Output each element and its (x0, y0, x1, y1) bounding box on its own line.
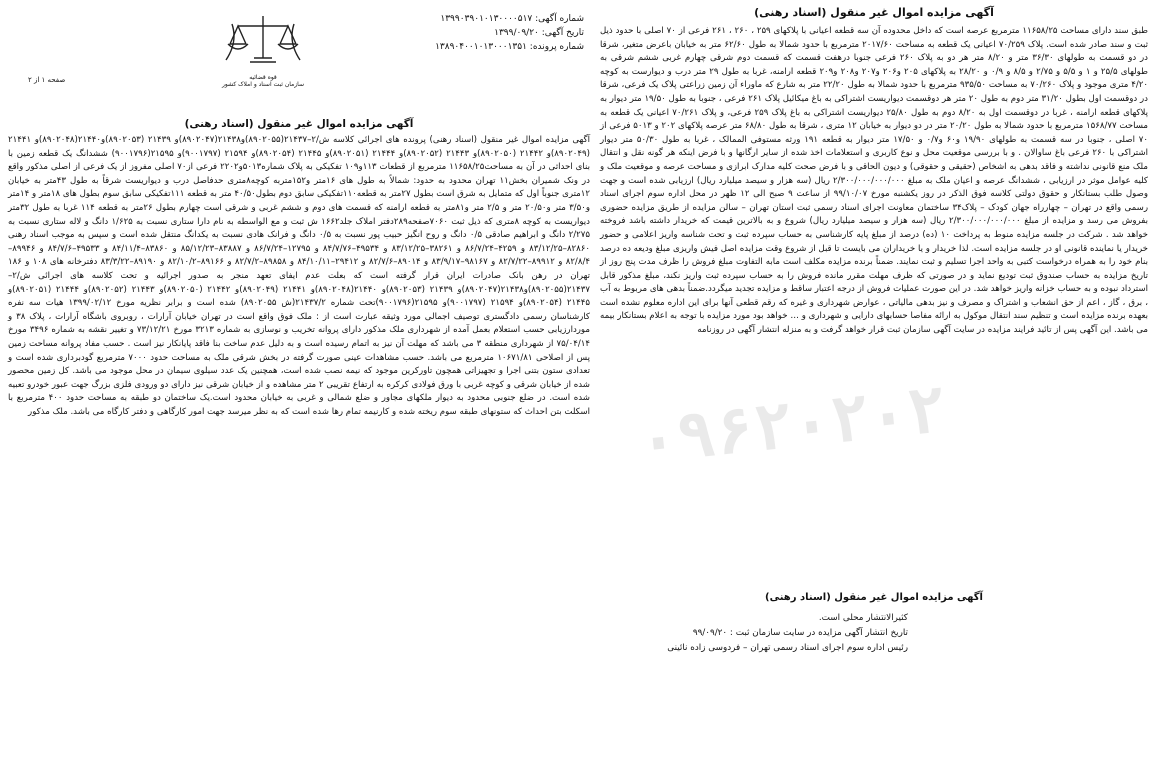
left-notice-title: آگهی مزایده اموال غیر منقول (اسناد رهنی) (184, 118, 414, 130)
notice-header (8, 6, 590, 118)
notice-meta (435, 12, 584, 54)
right-notice-column (600, 6, 1148, 338)
ad-date: تاریخ آگهی: ۱۳۹۹/۰۹/۲۰ (494, 28, 584, 38)
judiciary-logo (218, 12, 308, 92)
footer-title: آگهی مزایده اموال غیر منقول (اسناد رهنی) (765, 592, 983, 603)
scales-emblem-icon (218, 12, 308, 70)
background-watermark: ۰۹۶۲۰۲۰۲ (635, 373, 950, 480)
logo-line-organization: سازمان ثبت اسناد و املاک کشور (221, 81, 305, 88)
footer-line-publication: کثیرالانتشار محلی است. (818, 613, 908, 623)
page-number: صفحه ۱ از ۲ (28, 76, 66, 84)
footer-line-date: تاریخ انتشار آگهی مزایده در سایت سازمان ثبت : ۹۹/۰۹/۲۰ (692, 628, 908, 638)
footer-lines (600, 611, 1148, 656)
left-notice-column (8, 6, 590, 419)
footer-block (600, 590, 1148, 656)
file-number: شماره پرونده: ۱۳۸۹۰۴۰۰۱۰۱۳۰۰۰۱۳۵۱ (435, 42, 584, 52)
right-notice-body: طبق سند دارای مساحت ۱۱۶۵۸/۲۵ مترمربع عرصه است که داخل محدوده آن سه قطعه اعیانی با پلاکهای ۲۵۹ ، ۲۶۰ ، ۲۶۱ فرعی از ۷۰ اصلی با حدود ذیل ثبت و سند صادر شده است. پلاک ۷۰/۲۵۹ اعیانی یک قطعه به مساحت ۲۰۱۷/۶۰ مترمربع با حدود شمالا به طول ۶۲/۶۰ متر به خیابان باعرض متغیر، شرقا در دو قسمت به طولهای ۳۶/۳۰ متر و ۸/۲۰ متر هر دو به پلاک ۲۶۰ فرعی جنوبا درهفت قسمت که قسمت دوم شرقی چهارم غربی ششم شرقی به طولهای ۲۵/۵ و ۱ و ۵/۵ و ۲/۷۵ و ۸/۵ و ۰/۹ و ۲۸/۲۰ به پلاکهای ۲۰۵ و۲۰۶ و۲۰۷ و۲۰۸ و۲۰۹ قطعه ارامنه، غربا به طول ۲۹ متر درب و دیوارست به کوچه ۴/۲۰ متری موجود و پلاک ۷۰/۲۶۰ به مساحت ۹۳۵/۵۰ مترمربع با حدود شمالا به طول ۲۲/۲۰ متر به شارع که ماوراء آن زمین زراعتی پلاک یک فرعی، شرقا در دوقسمت اول بطول ۳۱/۲۰ متر دوم به طول ۲۰ متر هر دوقسمت دیواریست اشتراکی به باغ میکائیل پلاک ۲۶۱ فرعی ، جنوبا به طول ۱۹/۵۰ متر دیوار به پلاکهای قطعه ارامنه ، غربا در دوقسمت اول به ۸/۲۰ دوم به طول ۲۵/۸۰ دیواریست اشتراکی به باغ پلاک ۲۵۹ فرعی، و پلاک ۷۰/۲۶۱ اعیانی یک قطعه به مساحت ۱۵۶۸/۷۷ مترمربع با حدود شمالا به طول ۲۰/۲۰ متر در دو دیوار به خیابان ۱۲ متری ، شرقا به طول ۶۸/۸۰ متر عرصه پلاکهای ۲۰۲ و ۵۰۱۳ فرعی از ۷۰ اصلی ، جنوبا در سه قسمت به طولهای ۱۹/۹۰ و۶۰ و۰/۷ و ۱۷/۵۰ متر دیوار به قطعه ۱۹۱ ورثه مستوفی الممالک ، غربا به طول ۵۰/۳۰ متر دیوار اشتراکی با ۲۶۰ فرعی باغ ساوالان . و با بررسی موقعیت محل و نوع کاربری و استعلامات اخذ شده از سایر ارگانها و با فرض اینکه هر گونه نقل و انتقال ملک منع قانونی نداشته و فاقد بدهی به اشخاص (حقیقی و حقوقی) و دیون الحاقی و با فرض صحت کلیه مدارک ابرازی و مساحت عرصه و موقعیت ملک و کلیه عوامل موثر در ارزیابی ، ششدانگ عرصه و اعیان ملک به مبلغ ۲/۳۰۰/۰۰۰/۰۰۰/۰۰۰ ریال (سه هزار و سیصد میلیارد ریال) ارزیابی شده است و جهت وصول طلب بستانکار و حقوق دولتی کلاسه فوق الذکر در روز یکشنبه مورخ ۹۹/۱۰/۰۷ از ساعت ۹ صبح الی ۱۲ ظهر در محل اداره سوم اجرای اسناد رسمی واقع در تهران – چهارراه جهان کودک – پلاک۳۴ ساختمان معاونت اجرای اسناد رسمی ثبت استان تهران – سالن مزایده از طریق مزایده حضوری بفروش می رسد و مزایده از مبلغ ۲/۳۰۰/۰۰۰/۰۰۰/۰۰۰ ریال (سه هزار و سیصد میلیارد ریال) شروع و به بالاترین قیمت که خریدار داشته باشد فروخته خواهد شد . شرکت در جلسه مزایده منوط به پرداخت ۱۰ (ده) درصد از مبلغ پایه کارشناسی به حساب سپرده ثبت و تحت شناسه واریز اعلامی و حضور خریدار یا نماینده قانونی او در جلسه مزایده است. لذا خریدار و یا خریداران می بایست تا قبل از شروع وقت مزایده اصل فیش واریزی مبلغ ودیعه ده درصد بنام خود را به همراه درخواست کتبی به واحد اجرا تسلیم و ثبت نمایند. ضمناً برنده مزایده مکلف است مابه التفاوت مبلغ فروش را ظرف مدت پنج روز از تاریخ مزایده به حساب صندوق ثبت تودیع نماید و در صورتی که ظرف مهلت مقرر مانده فروش را به حساب سپرده ثبت واریز نکند، مبلغ مذکور قابل استرداد نبوده و به حساب خزانه واریز خواهد شد. در این صورت عملیات فروش از درجه اعتبار ساقط و مزایده تجدید میگردد.ضمناً بدهی های مربوط به آب ، برق ، گاز ، اعم از حق انشعاب و اشتراک و مصرف و نیز بدهی مالیاتی ، عوارض شهرداری و غیره که رقم قطعی آنها برای این اداره معلوم نشده است بعهده برنده مزایده است و تنظیم سند انتقال موکول به ارائه مفاصا حسابهای دارایی و شهرداری و … خواهد بود مورد مزایده با توجه به اعلام بستانکار بیمه می باشد. این آگهی پس از تائید فرایند مزایده در سایت آگهی سازمان ثبت قرار خواهد گرفت و به منزله انتشار آگهی در روزنامه (600, 26, 1149, 336)
logo-line-judiciary: قوه قضائیه (249, 74, 277, 81)
right-notice-title: آگهی مزایده اموال غیر منقول (اسناد رهنی) (754, 6, 994, 19)
ad-number: شماره آگهی: ۱۳۹۹۰۳۹۰۱۰۱۳۰۰۰۰۵۱۷ (440, 14, 584, 24)
footer-line-signature: رئیس اداره سوم اجرای اسناد رسمی تهران – فردوسی زاده نائینی (667, 643, 908, 653)
left-notice-body: آگهی مزایده اموال غیر منقول (اسناد رهنی) پرونده های اجرائی کلاسه ش/۲–۲۱۴۳۷(۸۹۰۲۰۵۵)و۲۱۴۳۸(۸۹۰۲۰۴۷)و ۲۱۴۳۹ (۸۹۰۲۰۵۳)و۲۱۴۴۰(۸۹۰۲۰۴۸)و ۲۱۴۴۱ (۸۹۰۲۰۴۹)و ۲۱۴۴۲ (۸۹۰۲۰۵۰)و ۲۱۴۴۳ (۸۹۰۲۰۵۲)و ۲۱۴۴۴ (۸۹۰۲۰۵۱)و ۲۱۴۴۵ (۸۹۰۲۰۵۴)و ۲۱۵۹۴ (۹۰۰۱۷۹۷)و ۲۱۵۹۵(۹۰۰۱۷۹۶) ششدانگ یک قطعه زمین با بنای احداثی در آن به مساحت۱۱۶۵۸/۲۵ مترمربع از قطعات ۱۱۳و۱۰۹ تفکیکی به پلاک شماره۵۰۱۳و۲۲۰۲ فرعی از۷۰ اصلی مفروز از یک فرعی از اصلی مذکور واقع در ونک شمیران بخش۱۱ تهران محدود به حدود: شمالاً به طول های ۱۶متر و۱۵۲متربه کوچه۸متری حدفاصل درب و دیواریست شرقاً به طول ۴۳متر به خیابان ۱۲متری جنوباً اول که متمایل به شرق است بطول ۲۷متر به قطعه۱۱۰تفکیکی سابق دوم بطول۴۰/۵۰ متر به قطعه ۱۱۱تفکیکی سابق سوم بطول های ۱۸متر و ۱۴متر و۳/۵۰ متر و۲۰/۵۰ متر و ۲/۵ متر و۸۱متر به قطعه ارامنه که قسمت های دوم و ششم غربی و شرقی است چهارم بطول ۲۶متر به قطعه ۱۱۴ غربا به طول ۳۲متر دیواریست به کوچه ۸متری که ذیل ثبت ۷۰۶۰صفحه۲۸۹دفتر املاک جلد۱۶۶۲ ش ثبت و مع الواسطه به نام دارا ستاری نسبت به ۱/۶۲۵ دانگ و لاله ستاری نسبت به ۲/۲۷۵ دانگ و ابراهیم صادقی ۰/۵ دانگ و روح انگیز حبیب پور نسبت به ۰/۵ دانگ و فرانک هادی نسبت به یکدانگ منتقل شده است و سپس به موجب اسناد رهنی ۸۲۸۶۰–۸۳/۱۲/۲۵ و ۴۲۵۹–۸۶/۷/۲۴ و ۳۸۲۶۱–۸۳/۱۲/۲۵ و ۴۹۵۳۴–۸۴/۷/۷۶ و ۱۲۷۹۵–۸۶/۷/۲۴ و ۸۳۸۸۷–۸۵/۱۲/۲۳ و ۸۳۸۶۰–۸۴/۱۱/۴ و ۴۹۵۳۳–۸۴/۷/۶ و ۸۹۹۴۶–۸۲/۸/۴ و ۸۹۹۱۲–۸۲/۷/۲۲ و ۹۸۱۶۷–۸۳/۹/۱۷ و ۸۹۰۱۴–۸۲/۷/۶ و ۲۹۴۱۲–۸۴/۱۰/۱۱ و ۸۹۸۵۸–۸۲/۷/۲ و ۸۹۱۶۶–۸۲/۱۰/۲ و ۸۹۱۹۰–۸۳/۳/۲۲ دفترخانه های ۱۰۸ و ۱۸۶ تهران در رهن بانک صادرات ایران قرار گرفته است که بعلت عدم ایفای تعهد منجر به صدور اجرائیه و تحت کلاسه های اجرائی ش/۲–۲۱۴۳۷(۸۹۰۲۰۵۵)و۲۱۴۳۸(۸۹۰۲۰۴۷)و ۲۱۴۳۹ (۸۹۰۲۰۵۳)و ۲۱۴۴۰(۸۹۰۲۰۴۸)و ۲۱۴۴۱ (۸۹۰۲۰۴۹)و ۲۱۴۴۲ (۸۹۰۲۰۵۰)و ۲۱۴۴۳ (۸۹۰۲۰۵۲)و ۲۱۴۴۴ (۸۹۰۲۰۵۱)و ۲۱۴۴۵ (۸۹۰۲۰۵۴)و ۲۱۵۹۴ (۹۰۰۱۷۹۷)و ۲۱۵۹۵(۹۰۰۱۷۹۶)تحت شماره ۲۱۴۳۷/۲(ش ۸۹۰۲۰۵۵) شده است و برابر نظریه مورخ ۱۳۹۹/۰۲/۱۲ هیات سه نفره کارشناسان رسمی دادگستری توصیف اجمالی مورد وثیقه عبارت است از : ملک فوق واقع است در تهران خیابان آرارات ، روبروی باشگاه آرارات ، پلاک ۳۸ و موردارزیابی حسب استعلام بعمل آمده از شهرداری ملک مذکور دارای پروانه تخریب و نوسازی به شماره ۳۲۱۳ مورخ ۷۳/۱۲/۲۱ و تغییر نقشه به شماره ۳۴۹۶ مورخ ۷۵/۰۴/۱۴ از شهرداری منطقه ۳ می باشد که مهلت آن نیز به اتمام رسیده است و به دلیل عدم ساخت بنا فاقد پایانکار نیز است . حسب مفاد پروانه مساحت زمین پس از اصلاحی ۱۰۶۷۱/۸۱ مترمربع می باشد. حسب مشاهدات عینی صورت گرفته در بخش شرقی ملک به مساحت حدود ۷۰۰۰ مترمربع گودبرداری شده است و تعدادی ستون بتنی اجرا و تجهیزاتی همچون تاورکرین موجود که نیمه نصب شده است، همچنین یک عدد سیلوی سیمان در محل موجود می باشد. کل زمین محصور شده از خیابان شرقی و کوچه غربی با ورق فولادی کرکره به ارتفاع تقریبی ۲ متر مشاهده و از خیابان شرقی نیز دارای دو ورودی فلزی بزرگ جهت عبور خودرو تعبیه شده است. در ضلع جنوبی محدود به دیوار ملکهای مجاور و ضلع شمالی و غربی به خیابان محدود است.یک ساختمان دو طبقه به مساحت حدود ۴۰۰ مترمربع با اسکلت بتن احداث که ستونهای طبقه سوم ریخته شده و کارنیمه تمام رها شده است که به نظر میرسد جهت امور کارگاهی و دفتر کارگاه می باشد. ملک مذکور (8, 135, 591, 417)
